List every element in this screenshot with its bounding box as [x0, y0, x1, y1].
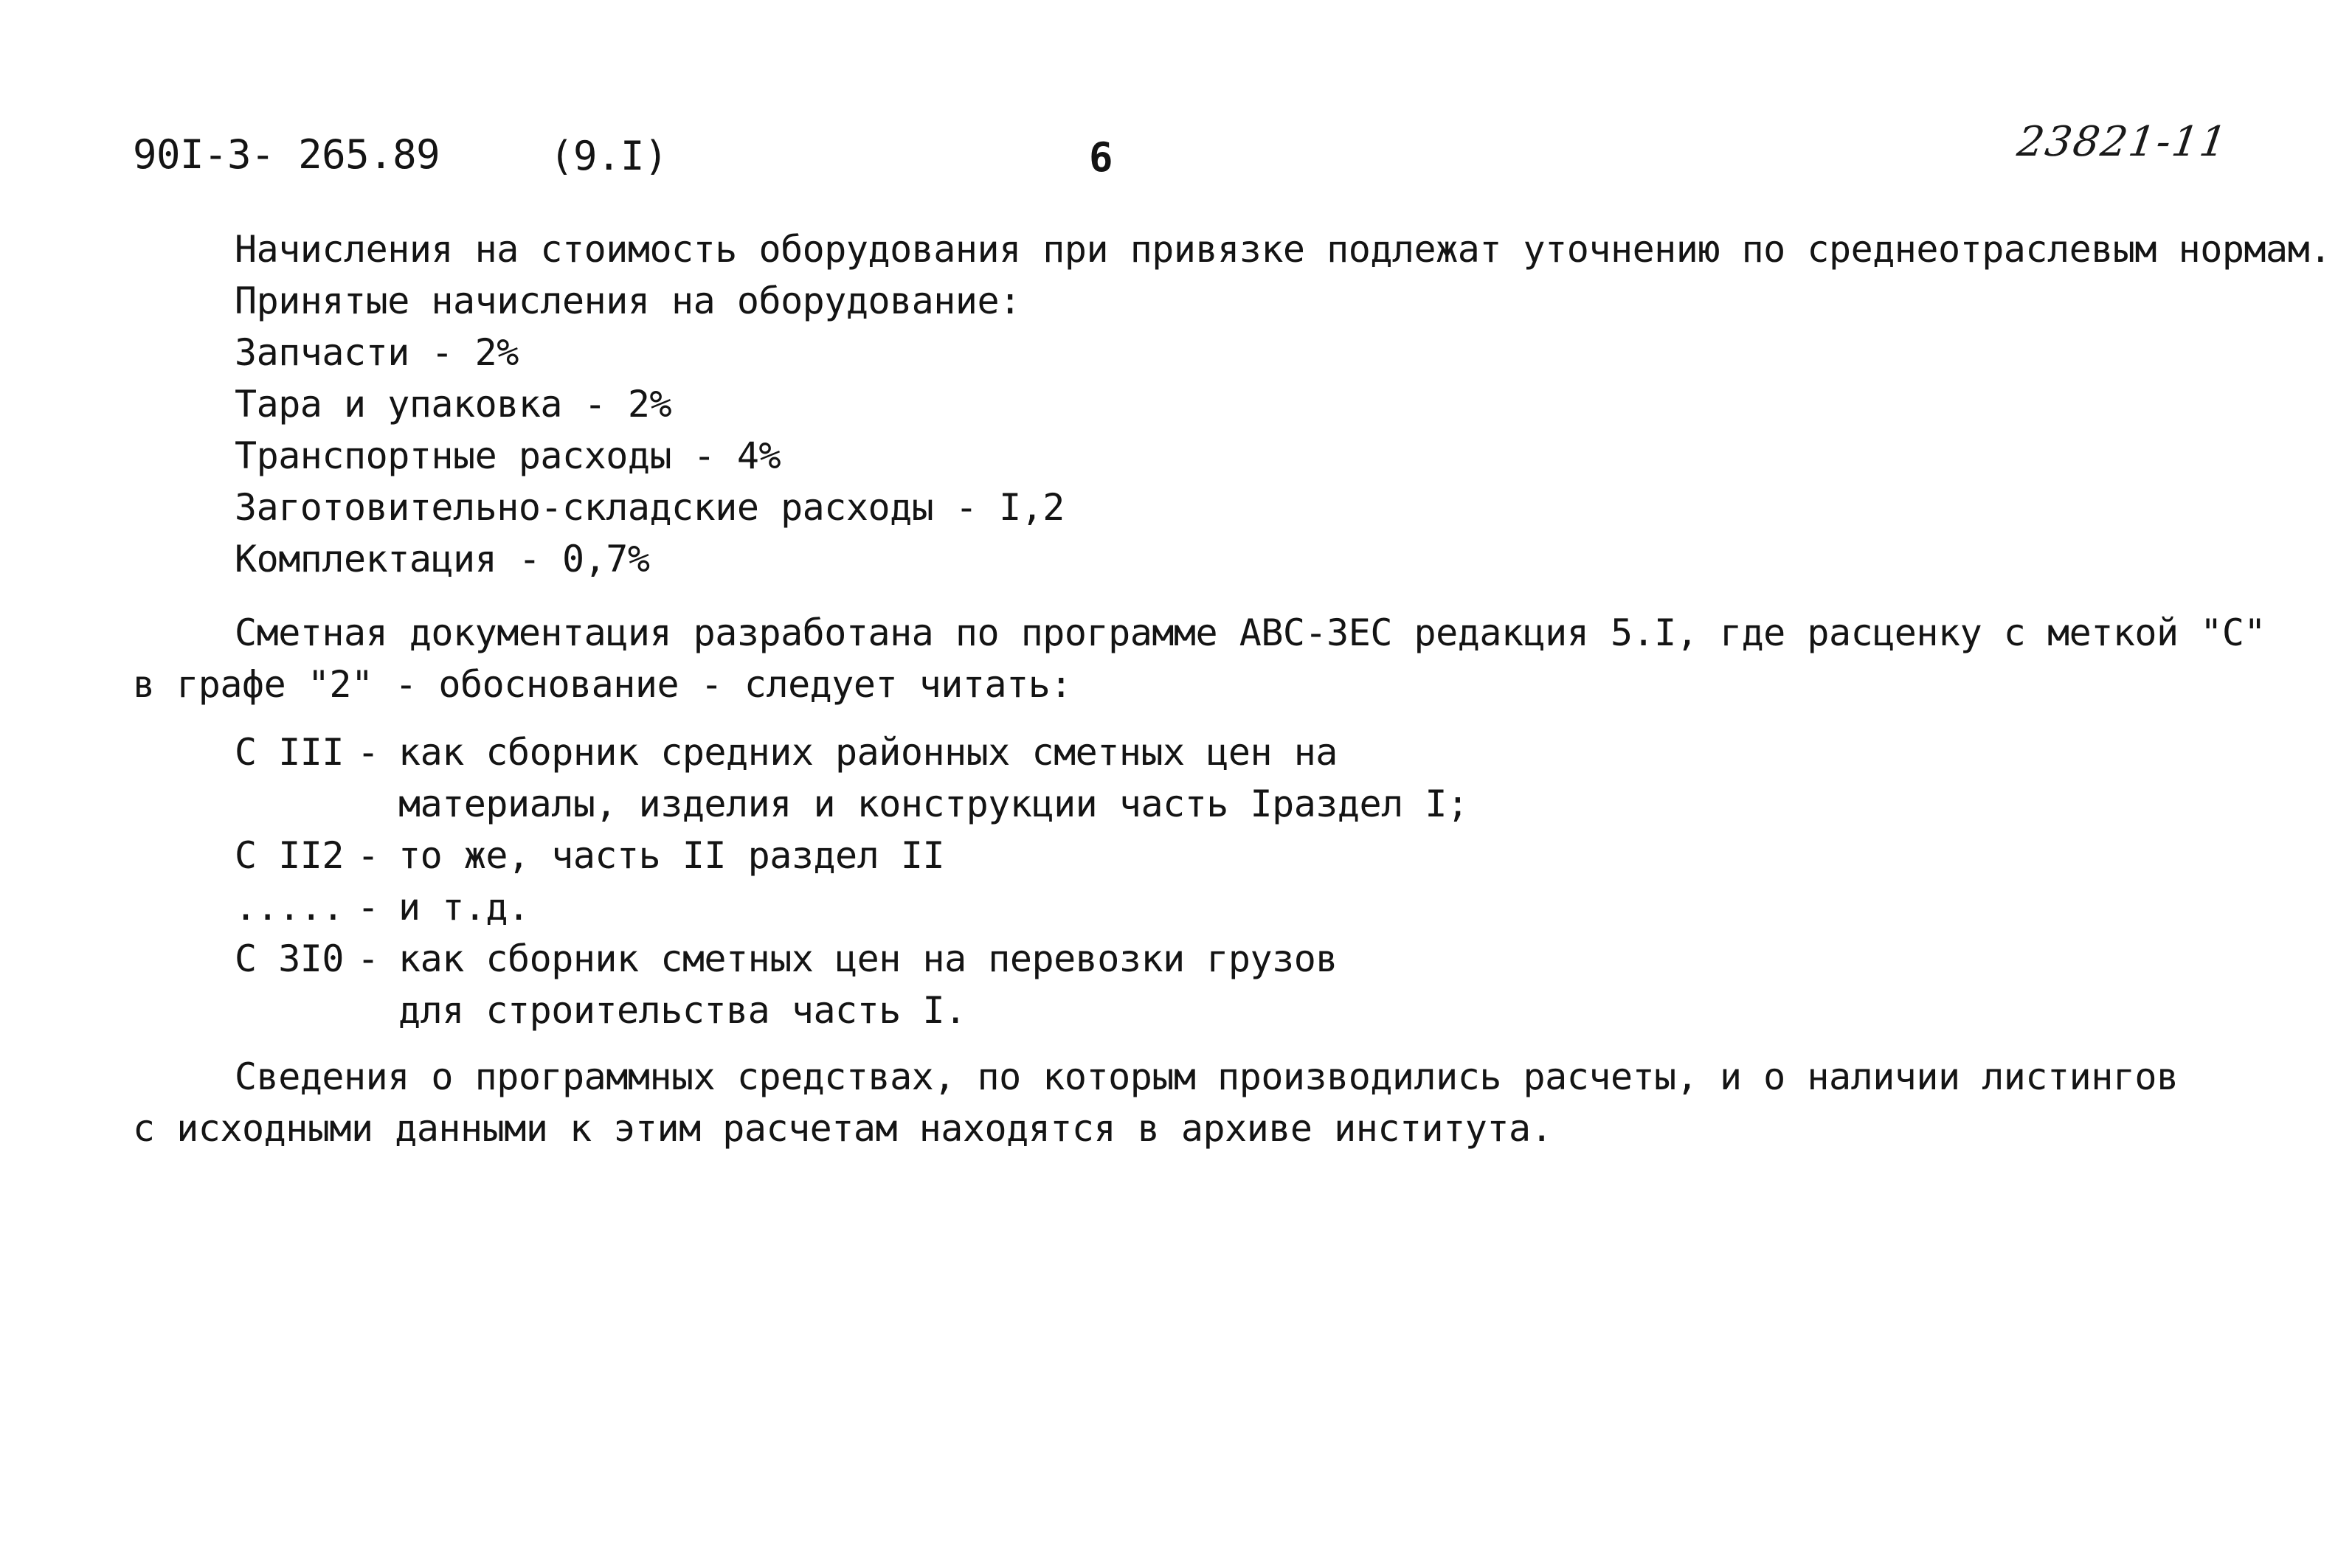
code-text: то же, часть II раздел II: [398, 834, 945, 877]
charge-item: Комплектация - 0,7%: [235, 538, 650, 580]
code-text-continuation: материалы, изделия и конструкции часть Iраздел I;: [398, 783, 1469, 825]
charge-item: Запчасти - 2%: [235, 331, 519, 374]
paragraph-2-line-1: Сметная документация разработана по программе АВС-ЗЕС редакция 5.I, где расценку с меткой "С": [235, 611, 2266, 654]
code-text: и т.д.: [398, 886, 530, 929]
code-label: С II2: [235, 834, 345, 877]
charge-item: Заготовительно-складские расходы - I,2: [235, 486, 1065, 529]
handwritten-number: 23821-11: [2014, 118, 2231, 166]
code-dash: -: [357, 886, 379, 929]
paragraph-3-line-2: с исходными данными к этим расчетам находятся в архиве института.: [133, 1107, 1553, 1150]
paragraph-1-line-1: Начисления на стоимость оборудования при привязке подлежат уточнению по среднеотраслевым нормам.: [235, 228, 2331, 271]
paragraph-2-line-2: в графе "2" - обоснование - следует читать:: [133, 663, 1072, 706]
code-label: .....: [235, 886, 345, 929]
code-dash: -: [357, 731, 379, 774]
code-text-continuation: для строительства часть I.: [398, 989, 966, 1032]
code-text: как сборник средних районных сметных цен на: [398, 731, 1338, 774]
section-number: (9.I): [550, 133, 668, 179]
code-label: С III: [235, 731, 345, 774]
page-number: 6: [1089, 134, 1113, 181]
doc-code: 90I-3- 265.89: [133, 131, 440, 178]
code-dash: -: [357, 834, 379, 877]
charge-item: Тара и упаковка - 2%: [235, 383, 672, 426]
paragraph-3-line-1: Сведения о программных средствах, по которым производились расчеты, и о наличии листингов: [235, 1055, 2179, 1098]
code-label: С 3I0: [235, 937, 345, 980]
code-text: как сборник сметных цен на перевозки грузов: [398, 937, 1338, 980]
paragraph-1-line-2: Принятые начисления на оборудование:: [235, 280, 1021, 322]
charge-item: Транспортные расходы - 4%: [235, 434, 781, 477]
code-dash: -: [357, 937, 379, 980]
